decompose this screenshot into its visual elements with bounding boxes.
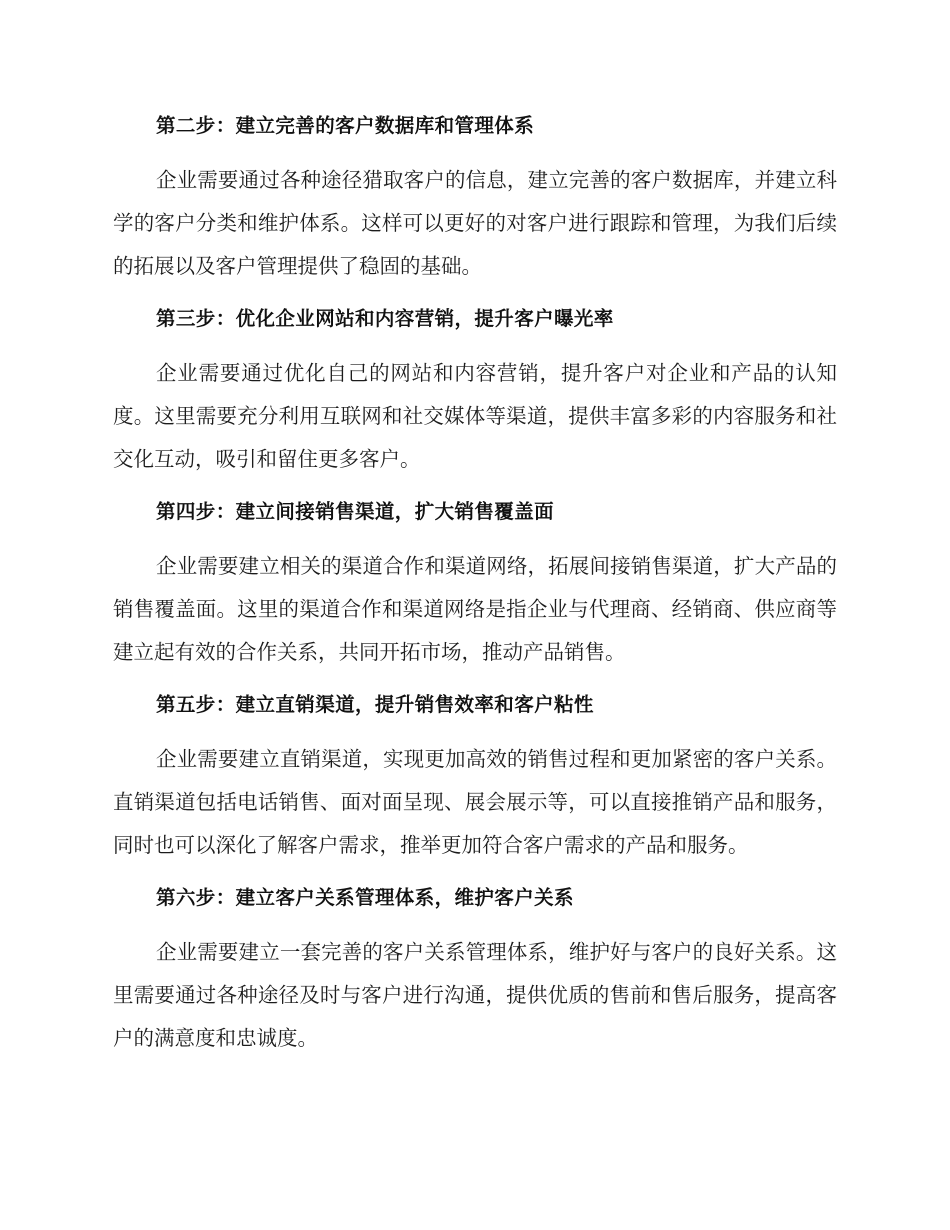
step-section-6 xyxy=(113,882,837,1060)
step-heading: 第四步：建立间接销售渠道，扩大销售覆盖面 xyxy=(156,500,555,523)
step-paragraph: 企业需要通过优化自己的网站和内容营销，提升客户对企业和产品的认知度。这里需要充分利用互联网和社交媒体等渠道，提供丰富多彩的内容服务和社交化互动，吸引和留住更多客户。 xyxy=(113,361,837,471)
step-paragraph: 企业需要建立一套完善的客户关系管理体系，维护好与客户的良好关系。这里需要通过各种途径及时与客户进行沟通，提供优质的售前和售后服务，提高客户的满意度和忠诚度。 xyxy=(113,940,837,1050)
step-section-4 xyxy=(113,496,837,674)
step-heading: 第五步：建立直销渠道，提升销售效率和客户粘性 xyxy=(156,693,594,716)
step-section-3 xyxy=(113,303,837,481)
step-paragraph: 企业需要通过各种途径猎取客户的信息，建立完善的客户数据库，并建立科学的客户分类和维护体系。这样可以更好的对客户进行跟踪和管理，为我们后续的拓展以及客户管理提供了稳固的基础。 xyxy=(113,168,837,278)
step-section-2 xyxy=(113,110,837,288)
step-paragraph: 企业需要建立相关的渠道合作和渠道网络，拓展间接销售渠道，扩大产品的销售覆盖面。这里的渠道合作和渠道网络是指企业与代理商、经销商、供应商等建立起有效的合作关系，共同开拓市场，推动产品销售。 xyxy=(113,554,837,664)
step-heading: 第六步：建立客户关系管理体系，维护客户关系 xyxy=(156,886,574,909)
step-paragraph: 企业需要建立直销渠道，实现更加高效的销售过程和更加紧密的客户关系。直销渠道包括电话销售、面对面呈现、展会展示等，可以直接推销产品和服务，同时也可以深化了解客户需求，推举更加符合客户需求的产品和服务。 xyxy=(113,747,837,857)
step-heading: 第三步：优化企业网站和内容营销，提升客户曝光率 xyxy=(156,307,614,330)
document-content xyxy=(113,110,837,1075)
step-section-5 xyxy=(113,689,837,867)
step-heading: 第二步：建立完善的客户数据库和管理体系 xyxy=(156,114,535,137)
